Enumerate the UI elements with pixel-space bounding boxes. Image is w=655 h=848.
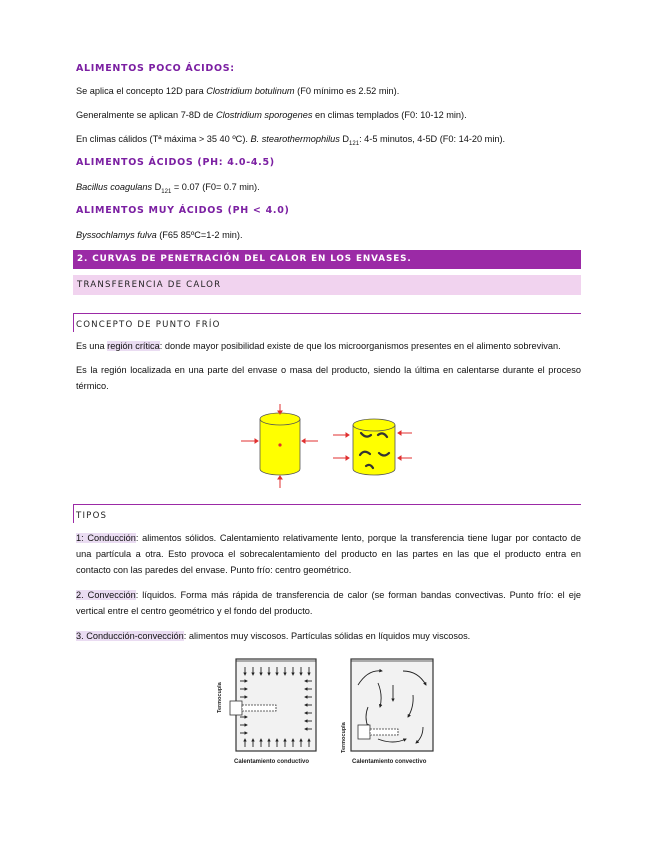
paragraph-tipo-conduccion-conveccion: 3. Conducción-convección: alimentos muy viscosos. Partículas sólidas en líquidos muy viscosos. bbox=[76, 631, 471, 641]
species-name: Bacillus coagulans bbox=[76, 182, 153, 192]
paragraph-punto-frio-2: Es la región localizada en una parte del envase o masa del producto, siendo la última en calentarse durante el proceso térmico. bbox=[76, 365, 581, 391]
paragraph-muy-acidos: Byssochlamys fulva (F65 85ºC=1-2 min). bbox=[76, 230, 243, 240]
heading-tipos: TIPOS bbox=[73, 504, 581, 522]
paragraph-poco-acidos-1: Se aplica el concepto 12D para Clostridium botulinum (F0 mínimo es 2.52 min). bbox=[76, 86, 400, 96]
can-convection-icon bbox=[333, 419, 412, 475]
section-title-bar: 2. CURVAS DE PENETRACIÓN DEL CALOR EN LOS ENVASES. bbox=[73, 250, 581, 269]
paragraph-tipo-conveccion: 2. Convección: líquidos. Forma más rápida de transferencia de calor (se forman bandas convectivas. Punto frío: el eje vertical entre el centro geométrico y el fondo del producto. bbox=[76, 590, 581, 616]
subsection-bar-transferencia: TRANSFERENCIA DE CALOR bbox=[73, 275, 581, 295]
paragraph-acidos: Bacillus coagulans $D_{121} = 0.07$ (F0= 0.7 min). bbox=[76, 182, 260, 195]
paragraph-poco-acidos-2: Generalmente se aplican 7-8D de Clostridium sporogenes en climas templados (F0: 10-12 min). bbox=[76, 110, 467, 120]
highlight-region-critica: región crítica bbox=[107, 341, 160, 351]
highlight-conveccion: 2. Convección bbox=[76, 590, 136, 600]
probe-label-right: Termocupla bbox=[341, 722, 347, 753]
species-name: B. stearothermophilus bbox=[250, 134, 340, 144]
heading-acidos: ALIMENTOS ÁCIDOS (PH: 4.0-4.5) bbox=[76, 157, 275, 168]
cold-point-cans-illustration bbox=[238, 403, 418, 489]
highlight-conduccion-conveccion: 3. Conducción-convección bbox=[76, 631, 184, 641]
heating-diagram bbox=[218, 655, 443, 770]
highlight-conduccion: 1: Conducción bbox=[76, 533, 136, 543]
label-conductive: Calentamiento conductivo bbox=[234, 759, 310, 765]
paragraph-punto-frio-1: Es una región crítica: donde mayor posibilidad existe de que los microorganismos presentes en el alimento sobrevivan. bbox=[76, 341, 561, 351]
species-name: Clostridium sporogenes bbox=[215, 110, 313, 120]
can-conduction-icon bbox=[241, 404, 318, 488]
conductive-container-icon bbox=[230, 659, 316, 751]
species-name: Clostridium botulinum bbox=[206, 86, 295, 96]
heading-punto-frio: CONCEPTO DE PUNTO FRÍO bbox=[73, 313, 581, 331]
species-name: Byssochlamys fulva bbox=[76, 230, 157, 240]
probe-label-left: Termocupla bbox=[217, 682, 223, 713]
heading-muy-acidos: ALIMENTOS MUY ÁCIDOS (PH < 4.0) bbox=[76, 205, 290, 216]
label-convective: Calentamiento convectivo bbox=[352, 759, 427, 765]
paragraph-poco-acidos-3: En climas cálidos (Tª máxima > 35 40 ºC). B. stearothermophilus $D_{121}$: 4-5 minutos, 4-5D (F0: 14-20 min). bbox=[76, 134, 506, 147]
heading-poco-acidos: ALIMENTOS POCO ÁCIDOS: bbox=[76, 63, 235, 74]
paragraph-tipo-conduccion: 1: Conducción: alimentos sólidos. Calentamiento relativamente lento, porque la transferencia tiene lugar por contacto de una partícula a otra. Esto provoca el sobrecalentamiento del producto en las partes en las que el producto entra en contacto con las paredes del envase. Punto frío: centro geométrico. bbox=[76, 533, 581, 575]
convective-container-icon bbox=[351, 659, 433, 751]
